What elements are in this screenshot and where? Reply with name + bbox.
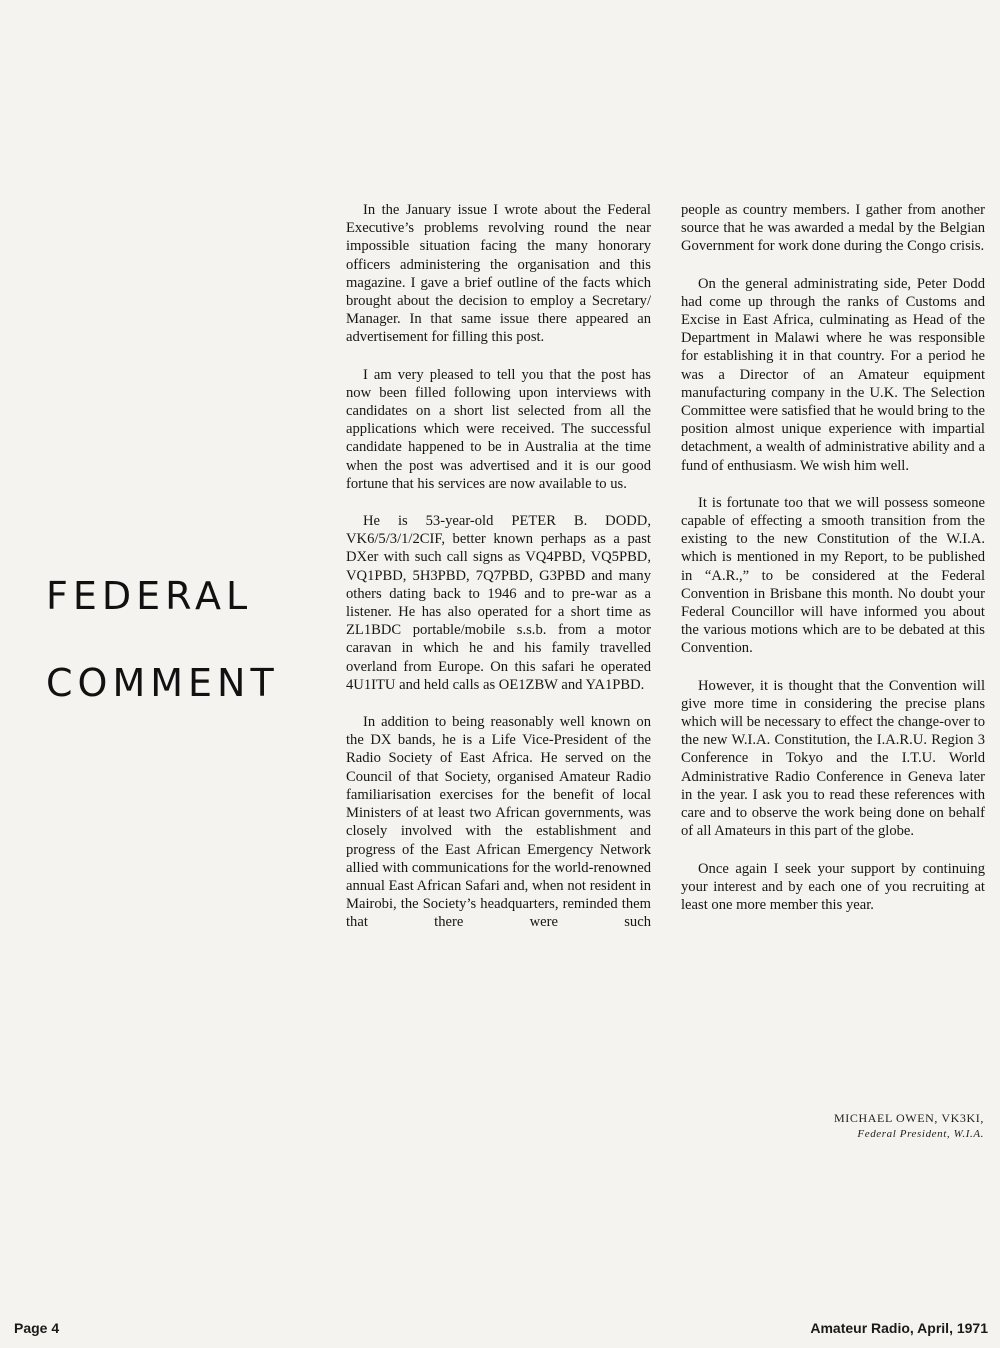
footer-publication: Amateur Radio, April, 1971	[810, 1320, 988, 1336]
title-line-2: COMMENT	[46, 661, 279, 705]
signature-block	[834, 1110, 984, 1142]
article-column-left	[346, 201, 651, 932]
article-column-right	[681, 201, 985, 914]
signature-name: MICHAEL OWEN, VK3KI,	[834, 1111, 984, 1125]
signature-title: Federal President, W.I.A.	[857, 1128, 984, 1140]
article-paragraph: In the January issue I wrote about the Federal Executive’s problems revolving round the near impossible situation facing the many honorary officers administering the organisation and this magazine. I gave a brief outline of the facts which brought about the decision to employ a Secretary/ Manager. In that same issue there appeared an advertisement for filling this post.	[346, 202, 651, 346]
article-paragraph: I am very pleased to tell you that the post has now been filled following upon interviews with candidates on a short list selected from all the applications which were received. The successful candidate happened to be in Australia at the time when the post was advertised and it is our good fortune that his services are now available to us.	[346, 366, 651, 492]
article-paragraph: Once again I seek your support by continuing your interest and by each one of you recruiting at least one more member this year.	[681, 860, 985, 913]
article-paragraph: In addition to being reasonably well known on the DX bands, he is a Life Vice-President of the Radio Society of East Africa. He served on the Council of that Society, organised Amateur Radio familiarisation exercises for the benefit of local Ministers of at least two African governments, was closely involved with the establishment and progress of the East African Emergency Network allied with communications for the world-renowned annual East African Safari and, when not resident in Mairobi, the Society’s headquarters, reminded them that there were such	[346, 714, 651, 931]
title-line-1: FEDERAL	[46, 574, 253, 618]
article-paragraph: However, it is thought that the Convention will give more time in considering the precise plans which will be necessary to effect the change-over to the new W.I.A. Constitution, the I.A.R.U. Region 3 Conference in Tokyo and the I.T.U. World Administrative Radio Conference in Geneva later in the year. I ask you to read these references with care and to observe the work being done on behalf of all Amateurs in this part of the globe.	[681, 677, 985, 840]
footer-page-number: Page 4	[14, 1320, 60, 1336]
article-paragraph: He is 53-year-old PETER B. DODD, VK6/5/3/1/2CIF, better known perhaps as a past DXer with such call signs as VQ4PBD, VQ5PBD, VQ1PBD, 5H3PBD, 7Q7PBD, G3PBD and many others dating back to 1946 and to pre-war as a listener. He has also operated for a short time as ZL1BDC portable/mobile s.s.b. from a motor caravan in which he and his family travelled overland from Europe. On this safari he operated 4U1ITU and held calls as OE1ZBW and YA1PBD.	[346, 513, 651, 693]
article-paragraph: On the general administrating side, Peter Dodd had come up through the ranks of Customs and Excise in East Africa, culminating as Head of the Department in Malawi where he was responsible for establishing it in that country. For a period he was a Director of an Amateur equipment manufacturing company in the U.K. The Selection Committee were satisfied that he would bring to the position almost unique experience with impartial detachment, a wealth of administrative ability and a fund of enthusiasm. We wish him well.	[681, 275, 985, 474]
article-paragraph: It is fortunate too that we will possess someone capable of effecting a smooth transition from the existing to the new Constitution of the W.I.A. which is mentioned in my Report, to be published in “A.R.,” to be considered at the Federal Convention in Brisbane this month. No doubt your Federal Councillor will have informed you about the various motions which are to be debated at this Convention.	[681, 494, 985, 657]
article-paragraph: people as country members. I gather from another source that he was awarded a medal by the Belgian Government for work done during the Congo crisis.	[681, 202, 985, 255]
